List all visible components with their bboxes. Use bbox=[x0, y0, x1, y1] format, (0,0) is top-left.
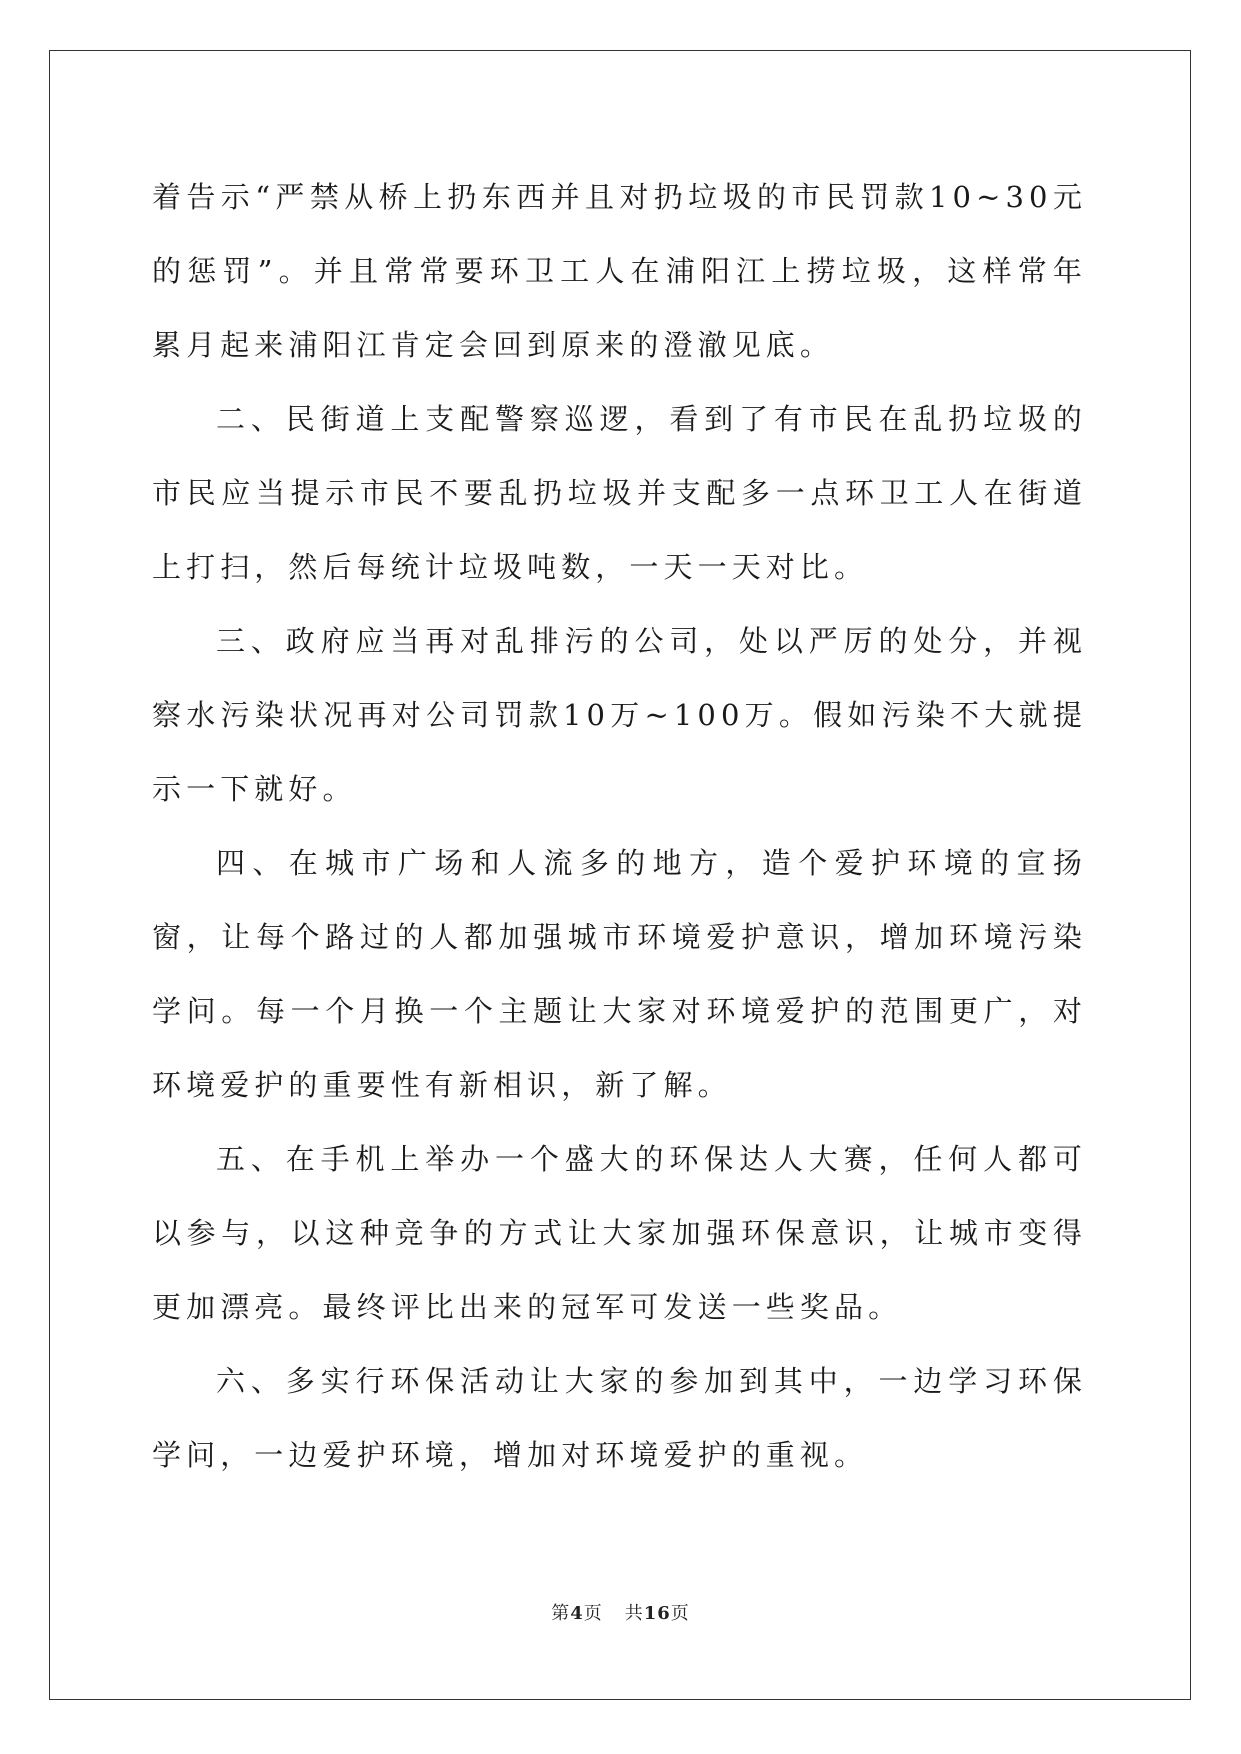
paragraph-item-6: 六、多实行环保活动让大家的参加到其中，一边学习环保学问，一边爱护环境，增加对环境爱护的重视。 bbox=[152, 1364, 1087, 1472]
page-suffix: 页 bbox=[583, 1603, 603, 1624]
page-footer bbox=[0, 1599, 1241, 1625]
paragraph-item-3: 三、政府应当再对乱排污的公司，处以严厉的处分，并视察水污染状况再对公司罚款10万~100万。假如污染不大就提示一下就好。 bbox=[152, 624, 1087, 806]
page-prefix: 第 bbox=[551, 1603, 571, 1624]
page-current: 4 bbox=[570, 1603, 584, 1624]
document-body bbox=[152, 160, 1087, 1492]
paragraph-item-5: 五、在手机上举办一个盛大的环保达人大赛，任何人都可以参与，以这种竞争的方式让大家加强环保意识，让城市变得更加漂亮。最终评比出来的冠军可发送一些奖品。 bbox=[152, 1142, 1087, 1324]
page-total: 16 bbox=[643, 1603, 671, 1624]
paragraph-item-2: 二、民街道上支配警察巡逻，看到了有市民在乱扔垃圾的市民应当提示市民不要乱扔垃圾并支配多一点环卫工人在街道上打扫，然后每统计垃圾吨数，一天一天对比。 bbox=[152, 402, 1087, 584]
paragraph-item-4: 四、在城市广场和人流多的地方，造个爱护环境的宣扬窗，让每个路过的人都加强城市环境爱护意识，增加环境污染学问。每一个月换一个主题让大家对环境爱护的范围更广，对环境爱护的重要性有新相识，新了解。 bbox=[152, 846, 1087, 1102]
paragraph-continuation: 着告示“严禁从桥上扔东西并且对扔垃圾的市民罚款10~30元的惩罚”。并且常常要环卫工人在浦阳江上捞垃圾，这样常年累月起来浦阳江肯定会回到原来的澄澈见底。 bbox=[152, 180, 1087, 362]
total-suffix: 页 bbox=[670, 1603, 690, 1624]
total-prefix: 共 bbox=[624, 1603, 644, 1624]
